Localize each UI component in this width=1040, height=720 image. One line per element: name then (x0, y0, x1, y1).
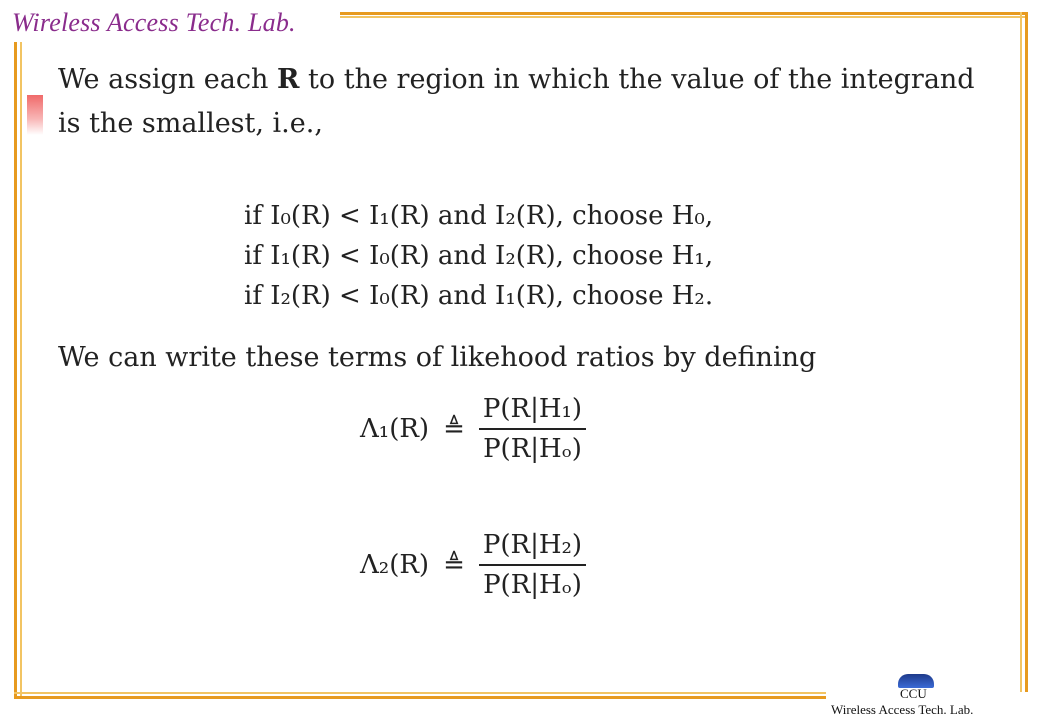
eq1-numerator: P(R|H₁) (479, 394, 586, 430)
eq2-denominator: P(R|Hₒ) (483, 570, 582, 600)
intro-text-a: We assign each (58, 64, 269, 95)
rule-line-0: if I₀(R) < I₁(R) and I₂(R), choose H₀, (244, 201, 714, 231)
rule-line-2: if I₂(R) < I₀(R) and I₁(R), choose H₂. (244, 281, 714, 311)
rule-line-1: if I₁(R) < I₀(R) and I₂(R), choose H₁, (244, 241, 714, 271)
eq1-denominator: P(R|Hₒ) (483, 434, 582, 464)
eq2-defeq: ≜ (443, 550, 465, 580)
equation-lambda-2 (360, 530, 586, 600)
footer-lab-name: Wireless Access Tech. Lab. (831, 702, 974, 717)
frame-left (14, 42, 22, 698)
lab-header: Wireless Access Tech. Lab. (12, 8, 296, 37)
intro-line-1 (58, 58, 988, 102)
eq1-defeq: ≜ (443, 414, 465, 444)
intro-text-b: to the region in which the value of the integrand (308, 64, 975, 95)
intro-line-2: is the smallest, i.e., (58, 108, 323, 139)
frame-right (1020, 12, 1028, 692)
eq2-numerator: P(R|H₂) (479, 530, 586, 566)
eq1-fraction (479, 394, 586, 464)
equation-lambda-1 (360, 394, 586, 464)
intro-bold-r: R (277, 64, 300, 95)
slide-content (58, 58, 988, 146)
frame-bottom (14, 692, 826, 699)
eq2-lhs: Λ₂(R) (360, 550, 430, 580)
eq1-lhs: Λ₁(R) (360, 414, 430, 444)
eq2-fraction (479, 530, 586, 600)
frame-top (340, 12, 1028, 18)
paragraph-2: We can write these terms of likehood ratios by defining (58, 342, 817, 373)
accent-bar (27, 95, 43, 135)
footer-org: CCU (900, 686, 927, 701)
decision-rules (244, 196, 713, 316)
